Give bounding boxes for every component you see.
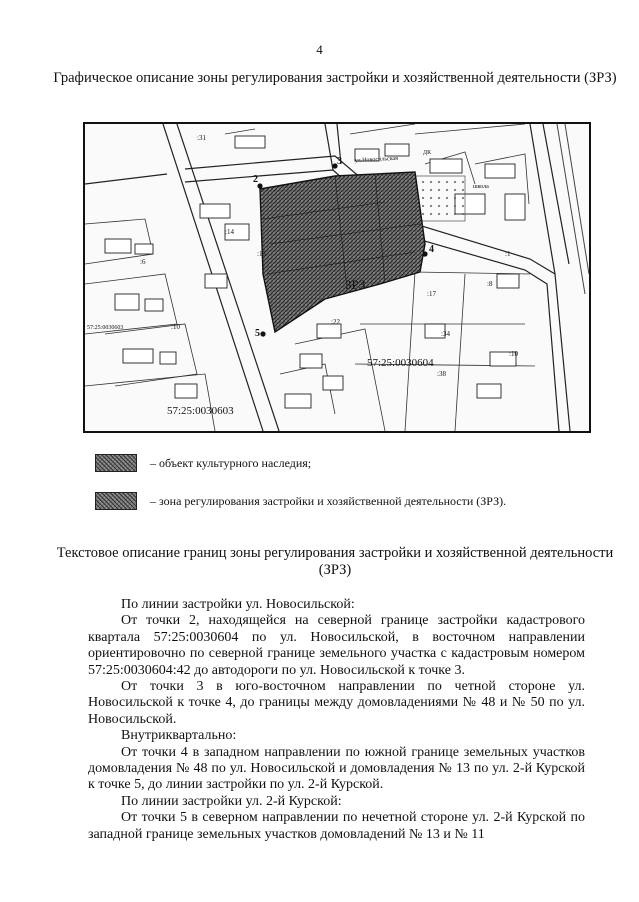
point-label-3: 3 (337, 156, 342, 167)
plot-label: :31 (197, 134, 206, 142)
plot-label: :10 (171, 323, 180, 331)
plot-label: :34 (441, 330, 450, 338)
plot-label: :6 (140, 258, 146, 266)
map-drawing (85, 124, 589, 431)
school-grounds (415, 176, 465, 221)
paragraph: От точки 5 в северном направлении по нечетной стороне ул. 2-й Курской по западной границе земельных участков домовладений № 13 и № 11 (88, 810, 585, 842)
page-number: 4 (316, 42, 323, 57)
quarter-label-0030603-small: 57:25:0030603 (87, 325, 124, 331)
paragraph: От точки 3 в юго-восточном направлении по четной стороне ул. Новосильской к точке 4, до границы между домовладениями № 48 и № 50 по ул. Новосильской. (88, 679, 585, 727)
plot-label: школа (473, 184, 489, 190)
plot-label: :38 (437, 370, 446, 378)
point-label-4: 4 (429, 244, 434, 255)
plot-label: :17 (427, 290, 436, 298)
paragraph: От точки 2, находящейся на северной границе застройки кадастрового квартала 57:25:0030604 по ул. Новосильской, в восточном направлении ориентировочно по северной границе земельного участка с кадастровым номером 57:25:0030604:42 до автодороги по ул. Новосильской к точке 3. (88, 613, 585, 678)
boundary-description (88, 597, 585, 843)
plot-label: :22 (331, 318, 340, 326)
plot-label: :13 (257, 250, 266, 258)
plot-label: ДК (423, 150, 432, 156)
paragraph: Внутриквартально: (121, 728, 237, 744)
zrz-zone-area (260, 172, 425, 332)
point-label-2: 2 (253, 174, 258, 185)
zone-label: ЗРЗ (345, 277, 366, 292)
legend-text-heritage: – объект культурного наследия; (150, 456, 312, 470)
quarter-label-0030604: 57:25:0030604 (367, 357, 434, 369)
railway (557, 124, 589, 294)
legend-swatch-heritage (95, 454, 137, 472)
plot-label: :1 (505, 250, 511, 258)
paragraph: От точки 4 в западном направлении по южной границе земельных участков домовладения № 48 по ул. Новосильской и домовладения № 13 по ул. 2-й Курской к точке 5, до линии застройки по ул. 2-й Курской. (88, 744, 585, 793)
paragraph: По линии застройки ул. 2-й Курской: (121, 793, 342, 809)
map-title: Графическое описание зоны регулирования застройки и хозяйственной деятельности (ЗРЗ) (53, 70, 617, 86)
quarter-label-0030603-main: 57:25:0030603 (167, 405, 234, 417)
plot-label: :8 (487, 280, 493, 288)
paragraph: По линии застройки ул. Новосильской: (121, 597, 355, 612)
legend-swatch-zrz (95, 492, 137, 510)
plot-label: :10 (509, 350, 518, 358)
cadastral-map (83, 122, 591, 433)
point-label-5: 5 (255, 328, 260, 339)
text-description-title: Текстовое описание границ зоны регулирования застройки и хозяйственной деятельности (ЗРЗ) (56, 545, 614, 578)
street-label: ул.Новосильская (354, 155, 399, 164)
legend-text-zrz: – зона регулирования застройки и хозяйственной деятельности (ЗРЗ). (150, 494, 507, 508)
plot-label: :14 (225, 228, 234, 236)
